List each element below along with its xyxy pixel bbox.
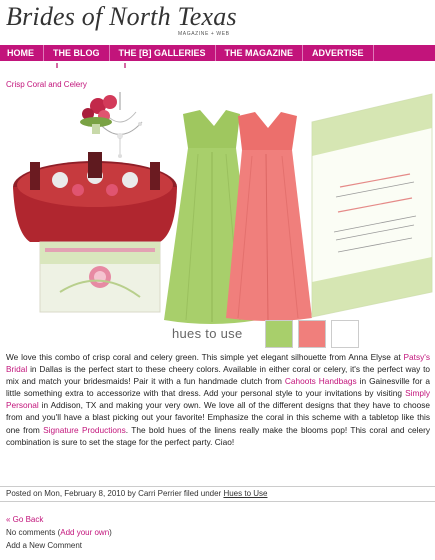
comments-count: No comments (	[6, 528, 61, 537]
swatch-celery	[265, 320, 293, 348]
nav-subbar	[0, 61, 435, 71]
add-comment-link[interactable]: Add a New Comment	[6, 541, 83, 550]
post-body-text: in Dallas is the perfect start to these cheery colors. Available in either coral or celery, it's the perfect way to mix and match your bridesmaids! Pair it with a fun handmade clutch from	[6, 364, 430, 387]
swatch-white	[331, 320, 359, 348]
post-body-text: in Addison, TX and making your very own. We love all of the different designs that they have to choose from and you'll have a blast picking out your favorite! Emphasize the coral in this scheme with a tabletop like this one from	[6, 400, 430, 435]
post-footer-links	[6, 513, 112, 552]
post-body-text: . The bold hues of the linens really make the blooms pop! This coral and celery combination is sure to set the stage for the perfect party. Ciao!	[6, 424, 430, 447]
link-cahoots-handbags[interactable]: Cahoots Handbags	[284, 376, 357, 387]
nav-divider	[124, 63, 126, 68]
swatch-coral	[298, 320, 326, 348]
invitation-image	[312, 94, 432, 317]
collage-image	[0, 92, 435, 352]
main-nav	[0, 45, 435, 61]
nav-blog[interactable]: THE BLOG	[44, 45, 110, 61]
clutch-image	[40, 242, 160, 312]
link-signature-productions[interactable]: Signature Productions	[43, 424, 126, 435]
inspiration-collage	[0, 92, 435, 352]
nav-divider	[56, 63, 58, 68]
nav-galleries[interactable]: THE [B] GALLERIES	[110, 45, 216, 61]
nav-magazine[interactable]: THE MAGAZINE	[216, 45, 304, 61]
post-body-text: in Gainesville for a little something extra to accessorize with that dress. Add your personal style to your invitations by visiting	[6, 376, 430, 399]
link-patsys-bridal[interactable]: Patsy's Bridal	[6, 352, 430, 375]
nav-advertise[interactable]: ADVERTISE	[303, 45, 374, 61]
site-logo[interactable]: Brides of North Texas	[6, 2, 237, 31]
add-your-own-link[interactable]: Add your own	[60, 528, 110, 537]
flower-arrangement-image	[80, 95, 117, 134]
category-link[interactable]: Hues to Use	[223, 489, 268, 498]
tabletop-image	[13, 152, 177, 242]
comments-count-suffix: )	[109, 528, 112, 537]
masthead	[0, 0, 435, 44]
go-back-link[interactable]: « Go Back	[6, 515, 44, 524]
logo-subtitle: MAGAZINE + WEB	[178, 31, 230, 37]
hues-to-use-label: hues to use	[172, 326, 243, 341]
post-meta	[0, 486, 435, 502]
coral-dress-image	[226, 112, 312, 321]
post-title[interactable]: Crisp Coral and Celery	[6, 80, 87, 89]
post-body-text: We love this combo of crisp coral and celery green. This simple yet elegant silhouette from Anna Elyse at	[6, 352, 404, 362]
post-body	[6, 351, 430, 448]
link-simply-personal[interactable]: Simply Personal	[6, 388, 430, 411]
nav-home[interactable]: HOME	[0, 45, 44, 61]
post-meta-text: Posted on Mon, February 8, 2010 by Carri Perrier filed under	[6, 489, 224, 498]
